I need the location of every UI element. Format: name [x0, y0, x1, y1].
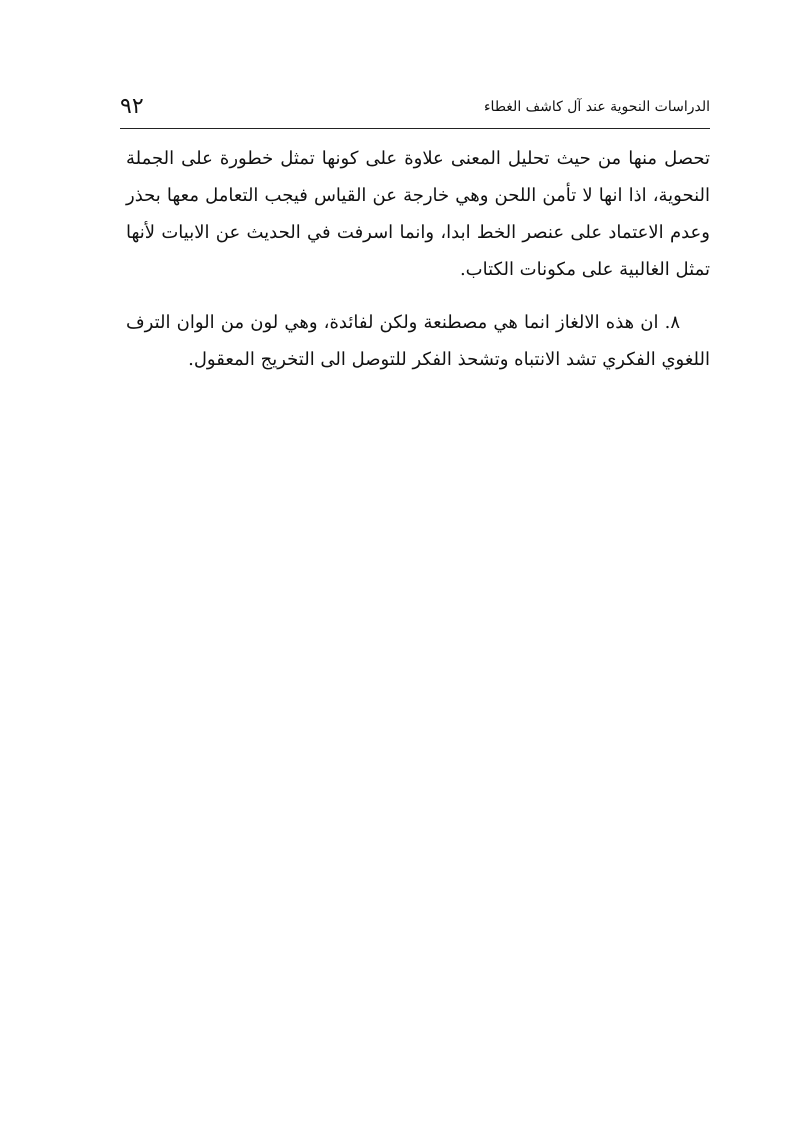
- paragraph-1: تحصل منها من حيث تحليل المعنى علاوة على كونها تمثل خطورة على الجملة النحوية، اذا انها لا تأمن اللحن وهي خارجة عن القياس فيجب التعامل معها بحذر وعدم الاعتماد على عنصر الخط ابدا، وانما اسرفت في الحديث عن الابيات لأنها تمثل الغالبية على مكونات الكتاب.: [126, 148, 710, 280]
- page-number: ٩٢: [120, 94, 144, 119]
- running-header: [120, 92, 710, 122]
- body-text: [126, 140, 710, 378]
- running-header-title: الدراسات النحوية عند آل كاشف الغطاء: [483, 99, 710, 115]
- header-divider: [120, 128, 710, 129]
- paragraph-2: ٨. ان هذه الالغاز انما هي مصطنعة ولكن لفائدة، وهي لون من الوان الترف اللغوي الفكري تشد الانتباه وتشحذ الفكر للتوصل الى التخريج المعقول.: [126, 312, 710, 370]
